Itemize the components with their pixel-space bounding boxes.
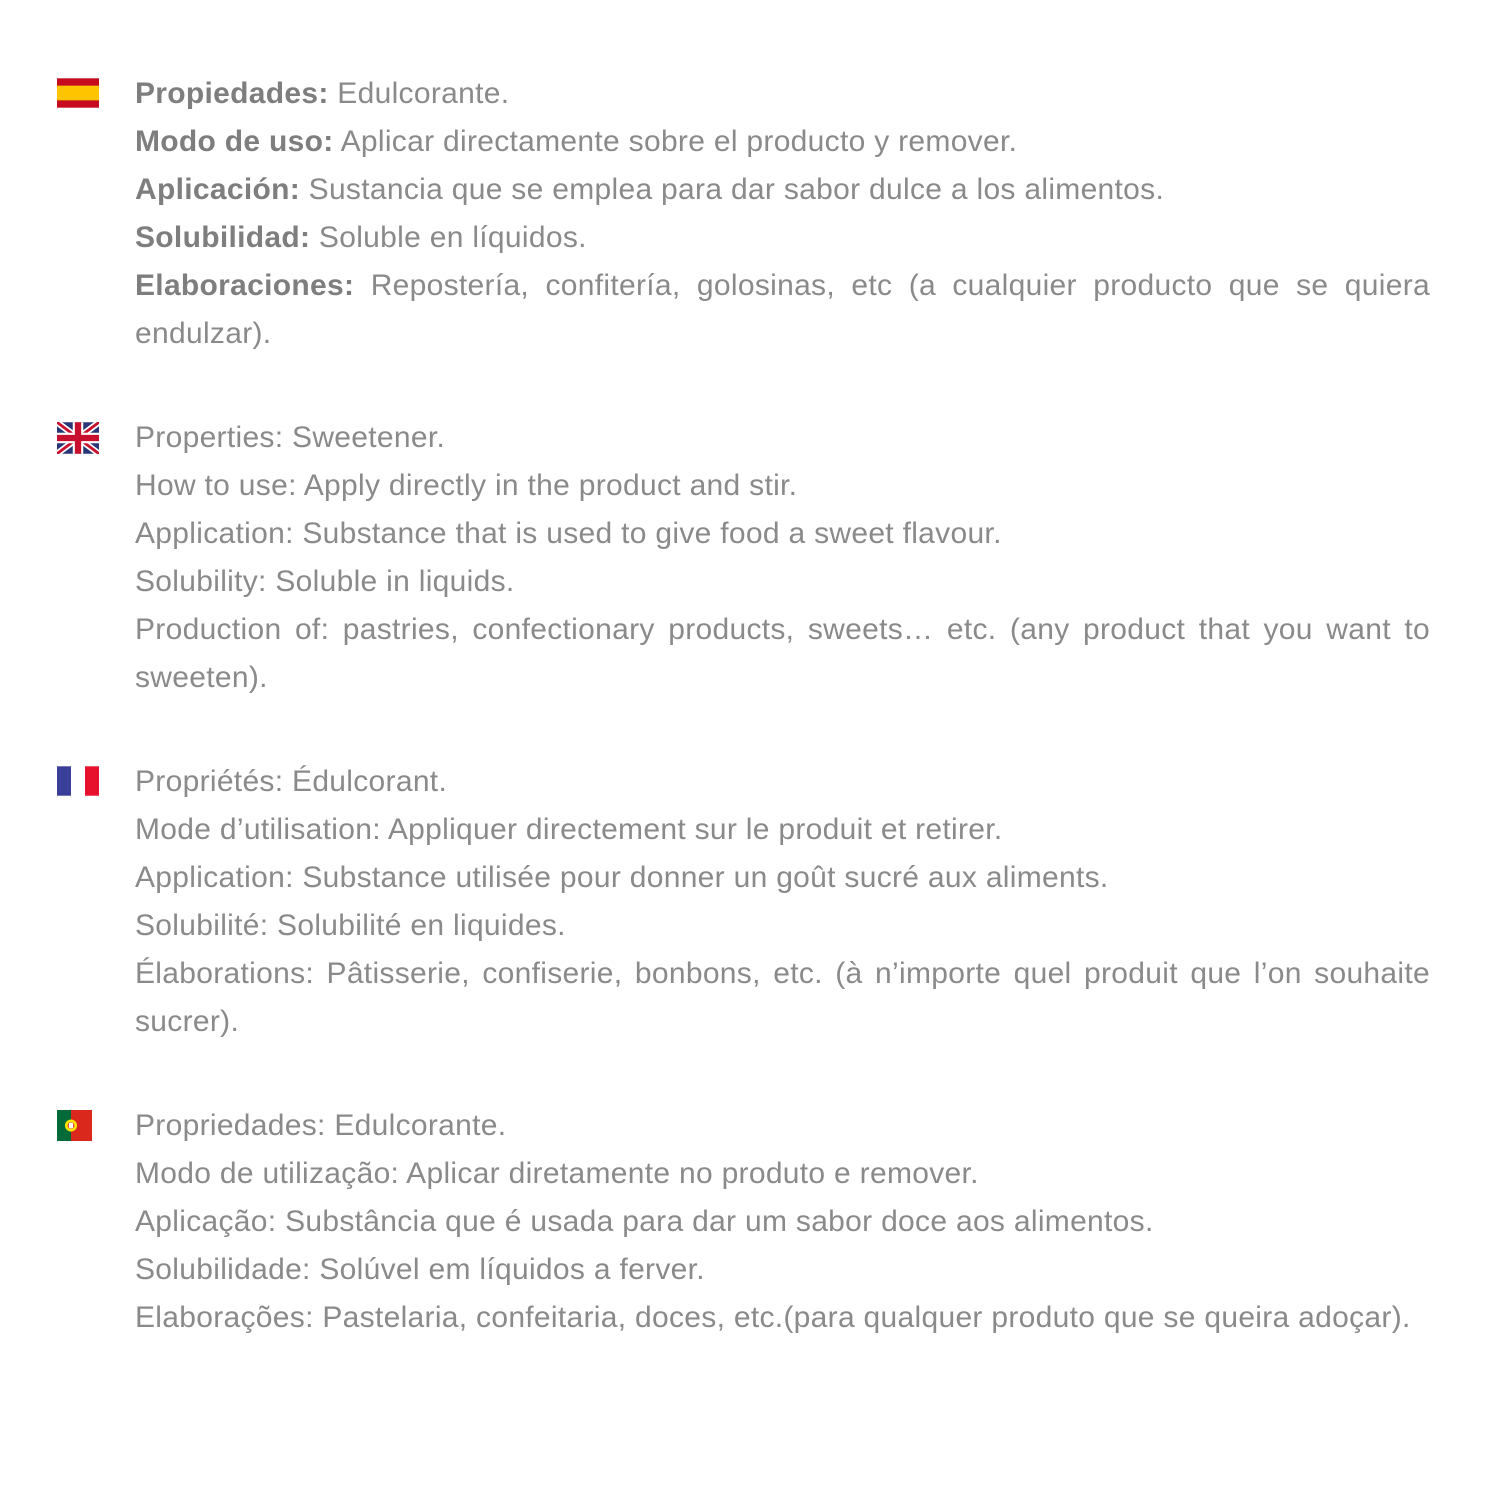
line-label: Propriétés: — [135, 765, 284, 798]
line-label: Elaboraciones: — [135, 269, 355, 302]
property-line — [135, 214, 1430, 262]
line-value: Pâtisserie, confiserie, bonbons, etc. (à n’importe quel produit que l’on souhaite sucrer). — [135, 957, 1430, 1038]
line-value: Sweetener. — [292, 421, 446, 454]
line-value: Substance that is used to give food a sweet flavour. — [302, 517, 1002, 550]
line-value: Aplicar directamente sobre el producto y remover. — [340, 125, 1018, 158]
property-line — [135, 118, 1430, 166]
property-line — [135, 262, 1430, 358]
line-label: Aplicação: — [135, 1205, 277, 1238]
flag-column — [57, 1110, 99, 1141]
line-label: Mode d’utilisation: — [135, 813, 381, 846]
line-value: Solúvel em líquidos a ferver. — [319, 1253, 705, 1286]
section-french — [57, 758, 1430, 1046]
property-line — [135, 758, 1430, 806]
property-line — [135, 606, 1430, 702]
line-value: Substance utilisée pour donner un goût sucré aux aliments. — [302, 861, 1109, 894]
line-label: Modo de utilização: — [135, 1157, 400, 1190]
line-label: Solubilidade: — [135, 1253, 311, 1286]
line-label: Modo de uso: — [135, 125, 334, 158]
line-label: Solubilité: — [135, 909, 269, 942]
line-label: Propriedades: — [135, 1109, 326, 1142]
line-label: Propiedades: — [135, 77, 329, 110]
property-line — [135, 558, 1430, 606]
line-label: Application: — [135, 517, 294, 550]
line-label: Production of: — [135, 613, 330, 646]
line-label: How to use: — [135, 469, 297, 502]
line-value: pastries, confectionary products, sweets… etc. (any product that you want to sweeten). — [135, 613, 1430, 694]
property-line — [135, 166, 1430, 214]
line-value: Pastelaria, confeitaria, doces, etc.(para qualquer produto que se queira adoçar). — [322, 1301, 1411, 1334]
line-value: Edulcorante. — [337, 77, 510, 110]
property-line — [135, 1294, 1430, 1342]
line-label: Solubilidad: — [135, 221, 311, 254]
property-line — [135, 1102, 1430, 1150]
uk-flag-icon — [57, 422, 99, 454]
line-value: Solubilité en liquides. — [277, 909, 566, 942]
line-label: Élaborations: — [135, 957, 315, 990]
france-flag-icon — [57, 766, 99, 796]
line-value: Apply directly in the product and stir. — [303, 469, 798, 502]
line-value: Sustancia que se emplea para dar sabor dulce a los alimentos. — [308, 173, 1165, 206]
line-label: Aplicación: — [135, 173, 300, 206]
section-text — [135, 758, 1430, 1046]
portugal-flag-icon — [57, 1110, 92, 1141]
flag-column — [57, 766, 99, 796]
property-line — [135, 1198, 1430, 1246]
line-value: Repostería, confitería, golosinas, etc (a cualquier producto que se quiera endulzar). — [135, 269, 1430, 350]
line-value: Substância que é usada para dar um sabor doce aos alimentos. — [285, 1205, 1154, 1238]
property-line — [135, 1246, 1430, 1294]
flag-column — [57, 78, 99, 108]
line-value: Soluble in liquids. — [275, 565, 515, 598]
property-line — [135, 1150, 1430, 1198]
line-value: Soluble en líquidos. — [318, 221, 587, 254]
property-line — [135, 510, 1430, 558]
line-value: Édulcorant. — [292, 765, 448, 798]
line-value: Aplicar diretamente no produto e remover. — [406, 1157, 979, 1190]
line-label: Properties: — [135, 421, 284, 454]
property-line — [135, 414, 1430, 462]
line-value: Appliquer directement sur le produit et retirer. — [387, 813, 1003, 846]
line-value: Edulcorante. — [334, 1109, 507, 1142]
flag-column — [57, 422, 99, 454]
line-label: Elaborações: — [135, 1301, 314, 1334]
property-line — [135, 854, 1430, 902]
property-line — [135, 950, 1430, 1046]
section-spanish — [57, 70, 1430, 358]
property-line — [135, 902, 1430, 950]
property-line — [135, 806, 1430, 854]
line-label: Application: — [135, 861, 294, 894]
line-label: Solubility: — [135, 565, 267, 598]
section-text — [135, 414, 1430, 702]
section-text — [135, 70, 1430, 358]
section-portuguese — [57, 1102, 1430, 1342]
spain-flag-icon — [57, 78, 99, 108]
section-english — [57, 414, 1430, 702]
property-line — [135, 70, 1430, 118]
section-text — [135, 1102, 1430, 1342]
property-line — [135, 462, 1430, 510]
